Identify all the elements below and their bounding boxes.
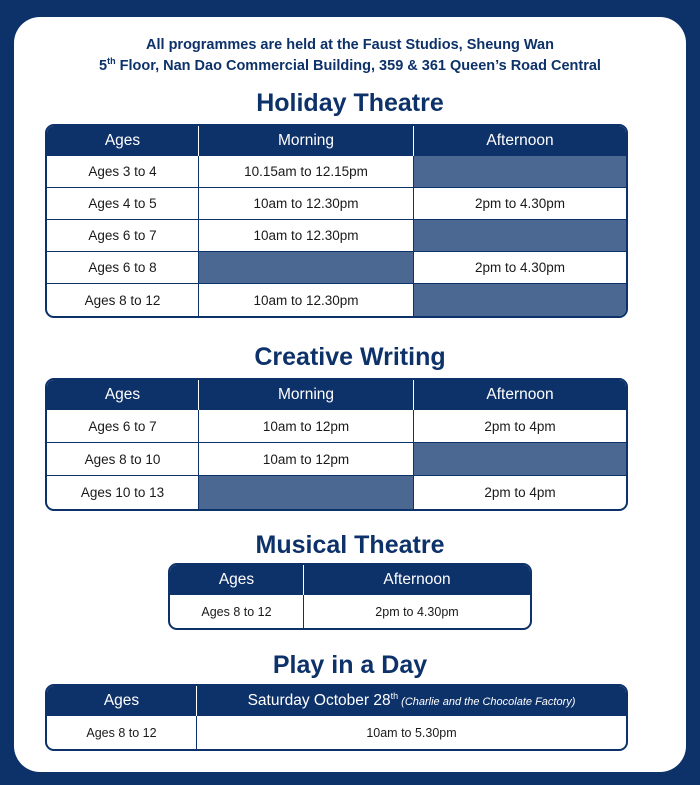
age-cell: Ages 8 to 12 <box>47 716 197 749</box>
age-cell: Ages 6 to 7 <box>47 410 199 443</box>
floor-number: 5 <box>99 58 108 74</box>
age-cell: Ages 8 to 12 <box>47 284 199 316</box>
age-cell: Ages 3 to 4 <box>47 156 199 188</box>
age-cell: Ages 6 to 8 <box>47 252 199 284</box>
time-cell: 2pm to 4pm <box>484 485 556 500</box>
unavailable-cell <box>199 252 414 284</box>
venue-header <box>14 35 686 77</box>
age-cell: Ages 4 to 5 <box>47 188 199 220</box>
table-header-row <box>47 380 626 410</box>
creative-writing-title: Creative Writing <box>254 343 446 371</box>
unavailable-cell <box>414 156 626 188</box>
play-in-a-day-title: Play in a Day <box>272 651 428 679</box>
time-cell: 10am to 12pm <box>199 410 414 443</box>
header-afternoon: Afternoon <box>414 126 626 156</box>
time-cell: 10am to 12pm <box>199 443 414 476</box>
time-cell: 10am to 12.30pm <box>199 284 414 316</box>
table-header-row <box>170 565 530 595</box>
venue-address: Floor, Nan Dao Commercial Building, 359 & 361 Queen’s Road Central <box>115 58 601 74</box>
table-row <box>47 284 626 316</box>
age-cell: Ages 8 to 12 <box>170 595 304 628</box>
header-ages: Ages <box>47 380 199 410</box>
day-label: Saturday October 28 <box>247 692 391 709</box>
play-in-a-day-table <box>45 684 628 751</box>
day-suffix: th <box>390 690 399 701</box>
table-row <box>170 595 530 628</box>
age-cell: Ages 10 to 13 <box>47 476 199 509</box>
age-cell: Ages 8 to 10 <box>47 443 199 476</box>
time-cell: 10am to 5.30pm <box>366 725 457 740</box>
header-afternoon: Afternoon <box>304 565 530 595</box>
table-row <box>47 252 626 284</box>
schedule-card <box>14 17 686 772</box>
table-row <box>47 443 626 476</box>
venue-line-1: All programmes are held at the Faust Studios, Sheung Wan <box>146 37 554 53</box>
table-row <box>47 156 626 188</box>
table-header-row <box>47 686 626 716</box>
table-row <box>47 716 626 749</box>
time-cell: 2pm to 4.30pm <box>414 188 626 220</box>
unavailable-cell <box>199 476 414 509</box>
time-cell: 10am to 12.30pm <box>199 220 414 252</box>
unavailable-cell <box>414 220 626 252</box>
floor-suffix: th <box>107 56 116 67</box>
creative-table-body <box>47 380 626 509</box>
play-in-a-day-body <box>47 686 626 749</box>
header-ages: Ages <box>47 126 199 156</box>
header-afternoon: Afternoon <box>414 380 626 410</box>
header-morning: Morning <box>199 126 414 156</box>
musical-table-body <box>170 565 530 628</box>
holiday-table-body <box>47 126 626 316</box>
header-ages: Ages <box>47 686 197 716</box>
time-cell: 2pm to 4pm <box>414 410 626 443</box>
unavailable-cell <box>414 284 626 316</box>
musical-theatre-title: Musical Theatre <box>255 531 445 559</box>
table-row <box>47 476 626 509</box>
show-note: (Charlie and the Chocolate Factory) <box>398 696 576 708</box>
header-ages: Ages <box>170 565 304 595</box>
venue-line-2 <box>14 56 686 77</box>
holiday-theatre-table <box>45 124 628 318</box>
header-saturday <box>197 686 626 716</box>
creative-writing-table <box>45 378 628 511</box>
table-header-row <box>47 126 626 156</box>
musical-theatre-table <box>168 563 532 630</box>
time-cell: 10am to 12.30pm <box>199 188 414 220</box>
table-row <box>47 188 626 220</box>
time-cell: 2pm to 4.30pm <box>414 252 626 284</box>
unavailable-cell <box>414 443 626 476</box>
time-cell: 10.15am to 12.15pm <box>199 156 414 188</box>
time-cell: 2pm to 4.30pm <box>375 604 459 619</box>
holiday-theatre-title: Holiday Theatre <box>256 89 444 117</box>
table-row <box>47 410 626 443</box>
table-row <box>47 220 626 252</box>
header-morning: Morning <box>199 380 414 410</box>
age-cell: Ages 6 to 7 <box>47 220 199 252</box>
